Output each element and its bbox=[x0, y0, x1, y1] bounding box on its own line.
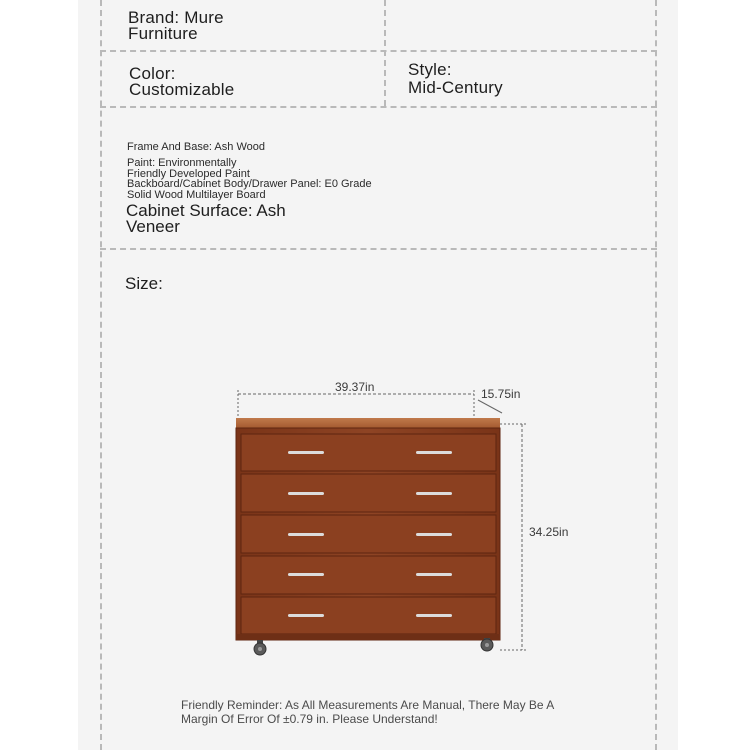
brand-line1: Brand: Mure bbox=[128, 8, 224, 27]
drawer-5-handle-right bbox=[416, 614, 452, 617]
dimension-height: 34.25in bbox=[529, 525, 569, 539]
reminder-line2: Margin Of Error Of ±0.79 in. Please Understand! bbox=[181, 712, 438, 726]
drawer-5-handle-left bbox=[288, 614, 324, 617]
material-board-line1: Backboard/Cabinet Body/Drawer Panel: E0 Grade bbox=[127, 177, 372, 190]
drawer-3-handle-right bbox=[416, 533, 452, 536]
drawer-1 bbox=[241, 434, 496, 471]
size-label: Size: bbox=[125, 274, 163, 293]
dimension-depth: 15.75in bbox=[481, 387, 521, 401]
caster-wheels bbox=[254, 638, 493, 655]
drawers bbox=[241, 434, 496, 634]
drawer-3 bbox=[241, 515, 496, 553]
material-paint-line1: Paint: Environmentally bbox=[127, 156, 237, 169]
color-line1: Color: bbox=[129, 64, 176, 83]
material-surface-line2: Veneer bbox=[126, 217, 180, 236]
material-board-line2: Solid Wood Multilayer Board bbox=[127, 189, 266, 201]
reminder-line1: Friendly Reminder: As All Measurements Are Manual, There May Be A bbox=[181, 698, 555, 712]
drawer-4-handle-left bbox=[288, 573, 324, 576]
measurement-reminder bbox=[181, 698, 581, 726]
drawer-2-handle-left bbox=[288, 492, 324, 495]
drawer-2-handle-right bbox=[416, 492, 452, 495]
material-paint-line2: Friendly Developed Paint bbox=[127, 168, 250, 180]
dresser-top bbox=[236, 418, 500, 428]
style-line2: Mid-Century bbox=[408, 78, 503, 97]
material-surface-line1: Cabinet Surface: Ash bbox=[126, 201, 286, 220]
color-line2: Customizable bbox=[129, 80, 235, 99]
dimension-width: 39.37in bbox=[335, 380, 375, 394]
brand-line2: Furniture bbox=[128, 24, 198, 43]
drawer-4-handle-right bbox=[416, 573, 452, 576]
drawer-1-handle-left bbox=[288, 451, 324, 454]
style-line1: Style: bbox=[408, 60, 452, 79]
drawer-2 bbox=[241, 474, 496, 512]
drawer-5 bbox=[241, 597, 496, 634]
drawer-4 bbox=[241, 556, 496, 594]
material-frame: Frame And Base: Ash Wood bbox=[127, 141, 265, 153]
drawer-3-handle-left bbox=[288, 533, 324, 536]
drawer-1-handle-right bbox=[416, 451, 452, 454]
